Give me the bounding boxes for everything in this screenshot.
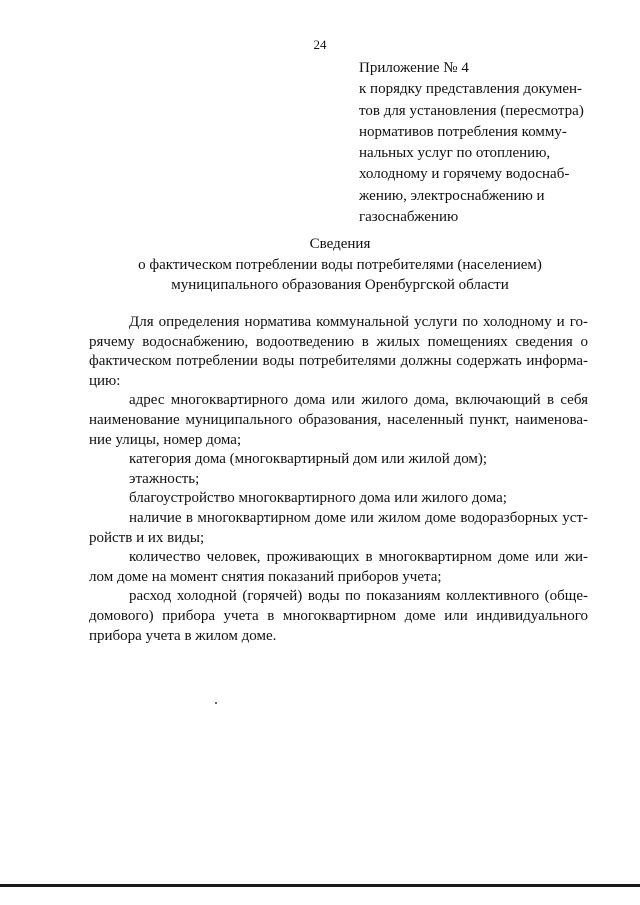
list-item-line: адрес многоквартирного дома или жилого дома, включающий в себя [129, 392, 588, 409]
document-title [0, 234, 640, 296]
appendix-line: нальных услуг по отоплению, [359, 145, 551, 162]
appendix-line: тов для установления (пересмотра) [359, 102, 584, 119]
appendix-line: к порядку представления докумен- [359, 81, 583, 98]
page-bottom-border [0, 884, 640, 887]
title-subtitle-line: о фактическом потреблении воды потребителями (населением) [138, 256, 542, 273]
list-item-line: наименование муниципального образования, населенный пункт, наименова- [89, 411, 588, 428]
appendix-line: газоснабжению [359, 209, 459, 226]
list-item-line: ние улицы, номер дома; [89, 431, 242, 448]
paragraph-line: рячему водоснабжению, водоотведению в жилых помещениях сведения о [89, 333, 588, 350]
list-item-line: ройств и их виды; [89, 529, 205, 546]
list-item-line: прибора учета в жилом доме. [89, 627, 277, 644]
scan-speck [215, 702, 217, 704]
paragraph-line: фактическом потреблении воды потребителями должны содержать информа- [89, 353, 588, 370]
list-item-line: благоустройство многоквартирного дома или жилого дома; [129, 490, 507, 507]
list-item-line: категория дома (многоквартирный дом или жилой дом); [129, 451, 488, 468]
list-item-line: расход холодной (горячей) воды по показаниям коллективного (обще- [129, 588, 588, 605]
page-number: 24 [313, 37, 327, 52]
appendix-header [359, 58, 599, 228]
appendix-title: Приложение № 4 [359, 60, 469, 76]
body-text [89, 313, 588, 646]
appendix-line: нормативов потребления комму- [359, 123, 567, 140]
paragraph-line: Для определения норматива коммунальной услуги по холодному и го- [129, 314, 588, 330]
list-item-line: этажность; [129, 470, 200, 487]
list-item-line: количество человек, проживающих в многоквартирном доме или жи- [129, 549, 588, 566]
paragraph-line: цию: [89, 372, 121, 389]
list-item-line: наличие в многоквартирном доме или жилом доме водоразборных уст- [129, 509, 588, 526]
title-subtitle-line: муниципального образования Оренбургской области [171, 277, 509, 293]
appendix-line: холодному и горячему водоснаб- [359, 166, 570, 183]
title-heading: Сведения [309, 236, 371, 252]
appendix-line: жению, электроснабжению и [359, 187, 545, 204]
list-item-line: лом доме на момент снятия показаний приборов учета; [89, 568, 442, 585]
list-item-line: домового) прибора учета в многоквартирном доме или индивидуального [89, 607, 588, 624]
